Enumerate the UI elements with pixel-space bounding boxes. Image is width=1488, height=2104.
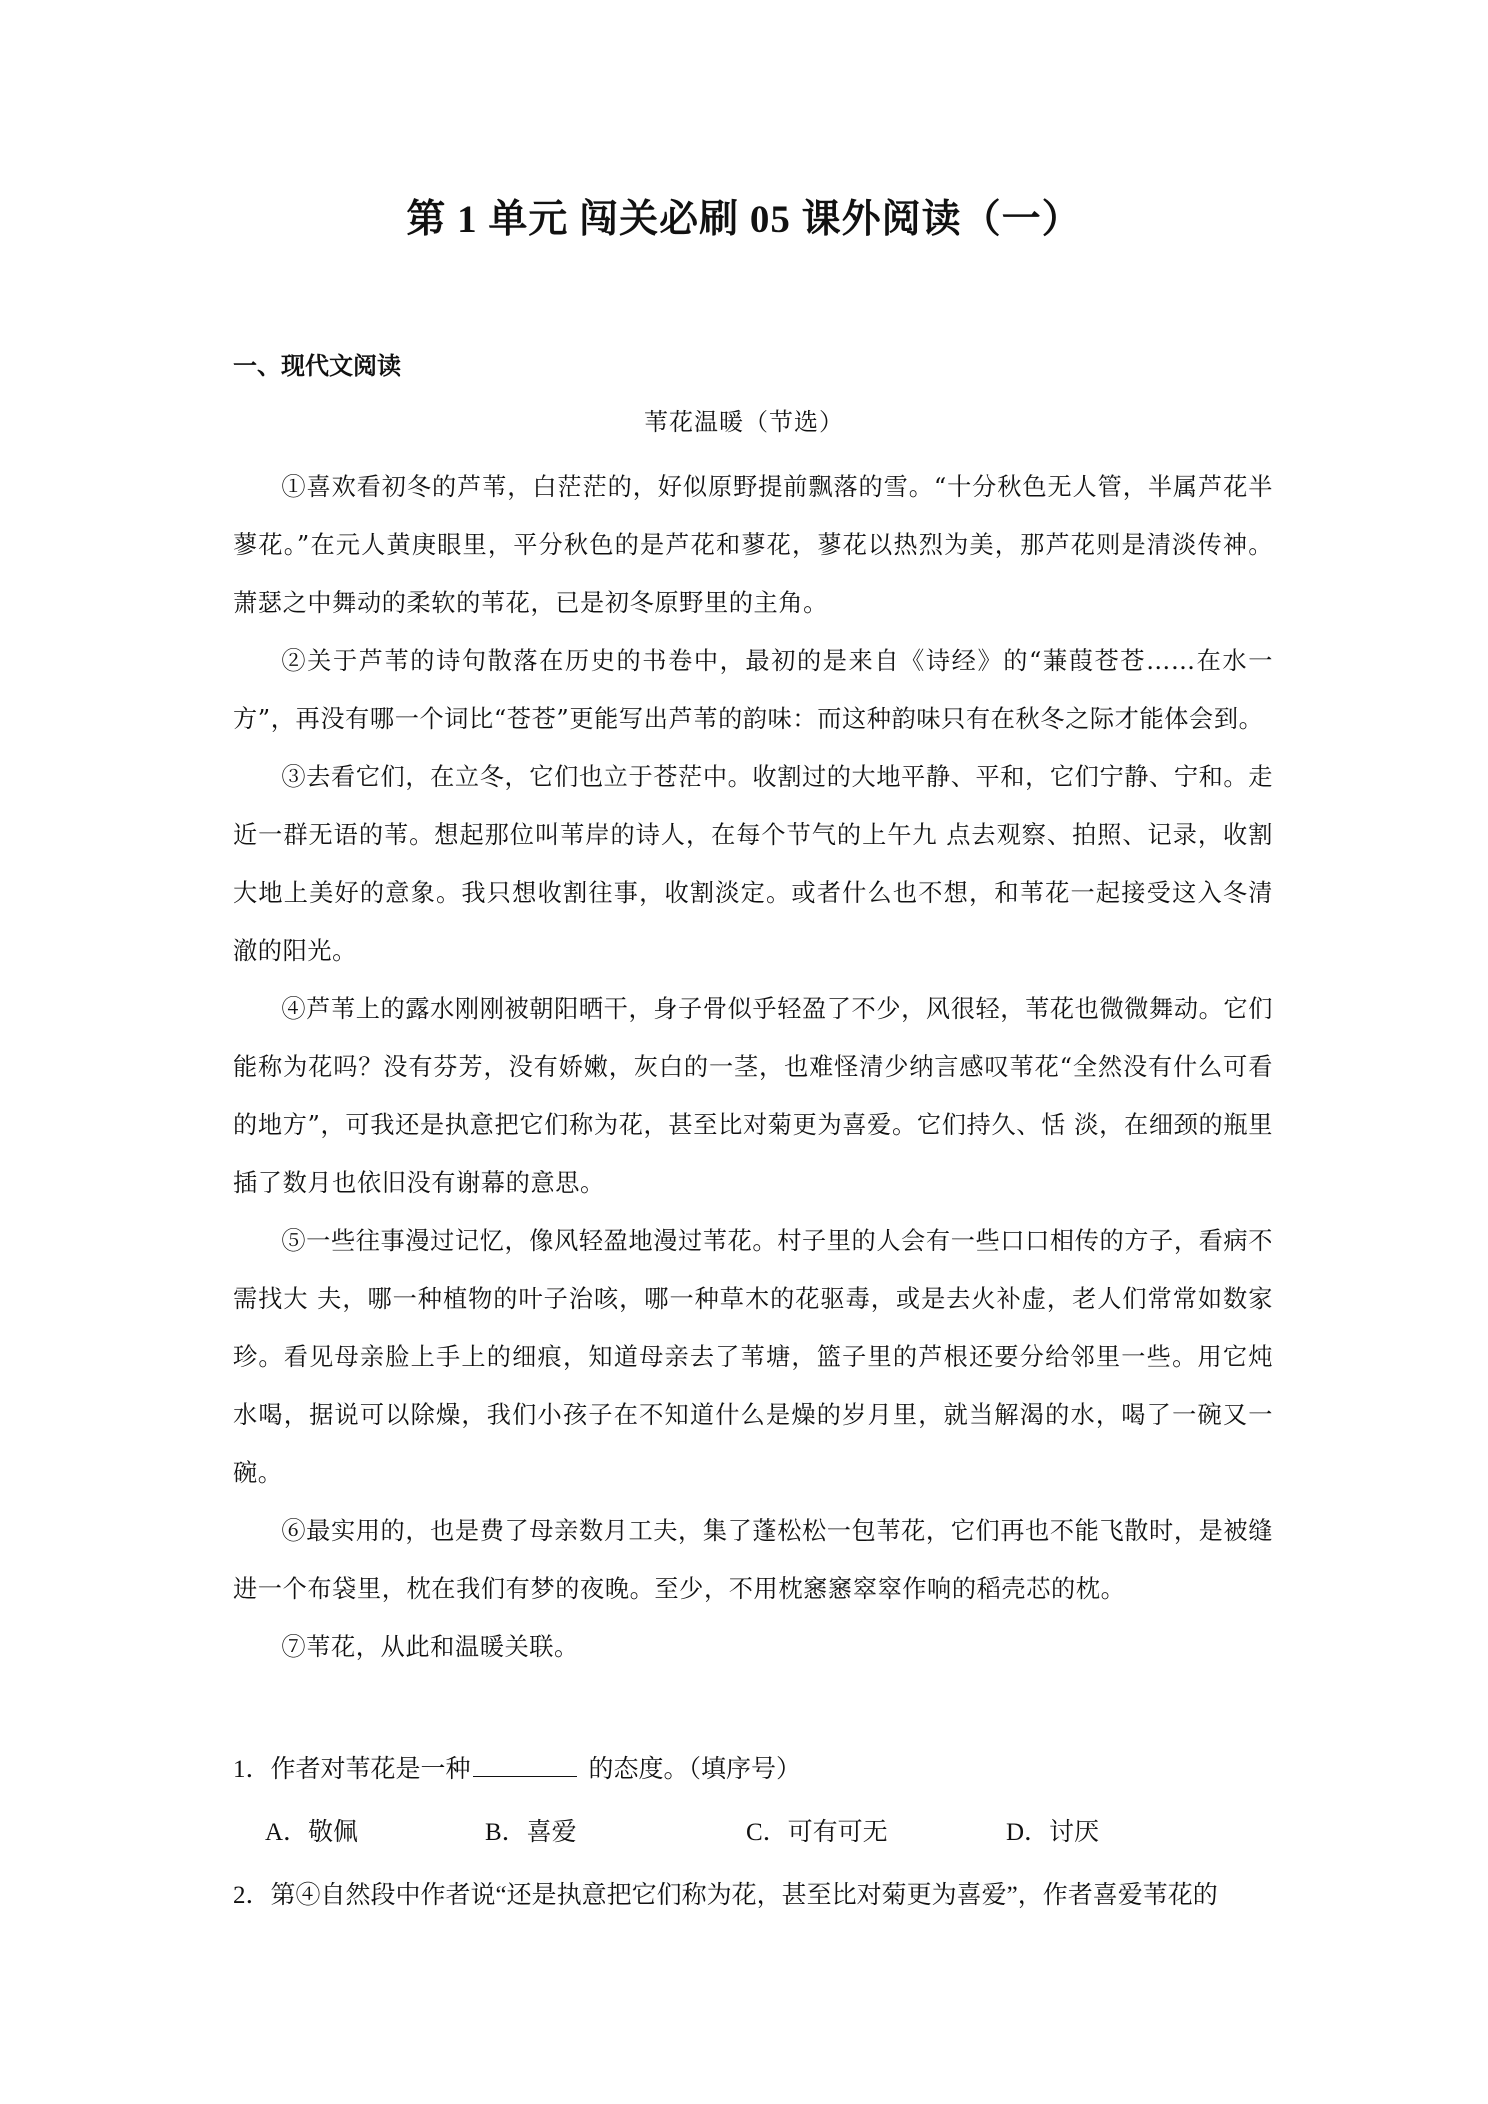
paragraph-4: ④芦苇上的露水刚刚被朝阳晒干，身子骨似乎轻盈了不少，风很轻，苇花也微微舞动。它们能称为花吗？没有芬芳，没有娇嫩，灰白的一茎，也难怪清少纳言感叹苇花“全然没有什么可看的地方”，可我还是执意把它们称为花，甚至比对菊更为喜爱。它们持久、恬 淡，在细颈的瓶里插了数月也依旧没有谢幕的意思。: [233, 995, 1273, 1197]
paragraph-5: ⑤一些往事漫过记忆，像风轻盈地漫过苇花。村子里的人会有一些口口相传的方子，看病不需找大 夫，哪一种植物的叶子治咳，哪一种草木的花驱毒，或是去火补虚，老人们常常如数家珍。看见母亲脸上手上的细痕，知道母亲去了苇塘，篮子里的芦根还要分给邻里一些。用它炖水喝，据说可以除燥，我们小孩子在不知道什么是燥的岁月里，就当解渴的水，喝了一碗又一碗。: [233, 1227, 1273, 1487]
section-heading: 一、现代文阅读: [233, 351, 401, 380]
option-d: D．讨厌: [1006, 1819, 1100, 1846]
paragraph-7: ⑦苇花，从此和温暖关联。: [281, 1633, 579, 1661]
article-body: [233, 458, 1273, 1676]
paragraph-2: ②关于芦苇的诗句散落在历史的书卷中，最初的是来自《诗经》的“蒹葭苍苍……在水一方”，再没有哪一个词比“苍苍”更能写出芦苇的韵味：而这种韵味只有在秋冬之际才能体会到。: [233, 647, 1273, 733]
question-1: [233, 1750, 801, 1790]
page-title: 第 1 单元 闯关必刷 05 课外阅读（一）: [406, 198, 1082, 241]
question-1-prompt: 1．作者对苇花是一种: [233, 1756, 471, 1783]
option-a: A．敬佩: [265, 1819, 359, 1846]
article-title: 苇花温暖（节选）: [644, 408, 844, 436]
answer-blank[interactable]: [473, 1750, 577, 1777]
paragraph-1: ①喜欢看初冬的芦苇，白茫茫的，好似原野提前飘落的雪。“十分秋色无人管，半属芦花半蓼花。”在元人黄庚眼里，平分秋色的是芦花和蓼花，蓼花以热烈为美，那芦花则是清淡传神。萧瑟之中舞动的柔软的苇花，已是初冬原野里的主角。: [233, 473, 1273, 617]
paragraph-3: ③去看它们，在立冬，它们也立于苍茫中。收割过的大地平静、平和，它们宁静、宁和。走近一群无语的苇。想起那位叫苇岸的诗人，在每个节气的上午九 点去观察、拍照、记录，收割大地上美好的意象。我只想收割往事，收割淡定。或者什么也不想，和苇花一起接受这入冬清澈的阳光。: [233, 763, 1273, 965]
question-2: 2．第④自然段中作者说“还是执意把它们称为花，甚至比对菊更为喜爱”，作者喜爱苇花的: [233, 1882, 1218, 1909]
option-b: B．喜爱: [485, 1819, 577, 1846]
paragraph-6: ⑥最实用的，也是费了母亲数月工夫，集了蓬松松一包苇花，它们再也不能飞散时，是被缝进一个布袋里，枕在我们有梦的夜晚。至少，不用枕窸窸窣窣作响的稻壳芯的枕。: [233, 1517, 1273, 1603]
question-1-options: [0, 1813, 1488, 1853]
option-c: C．可有可无: [746, 1819, 888, 1846]
question-1-suffix: 的态度。（填序号）: [588, 1756, 802, 1783]
